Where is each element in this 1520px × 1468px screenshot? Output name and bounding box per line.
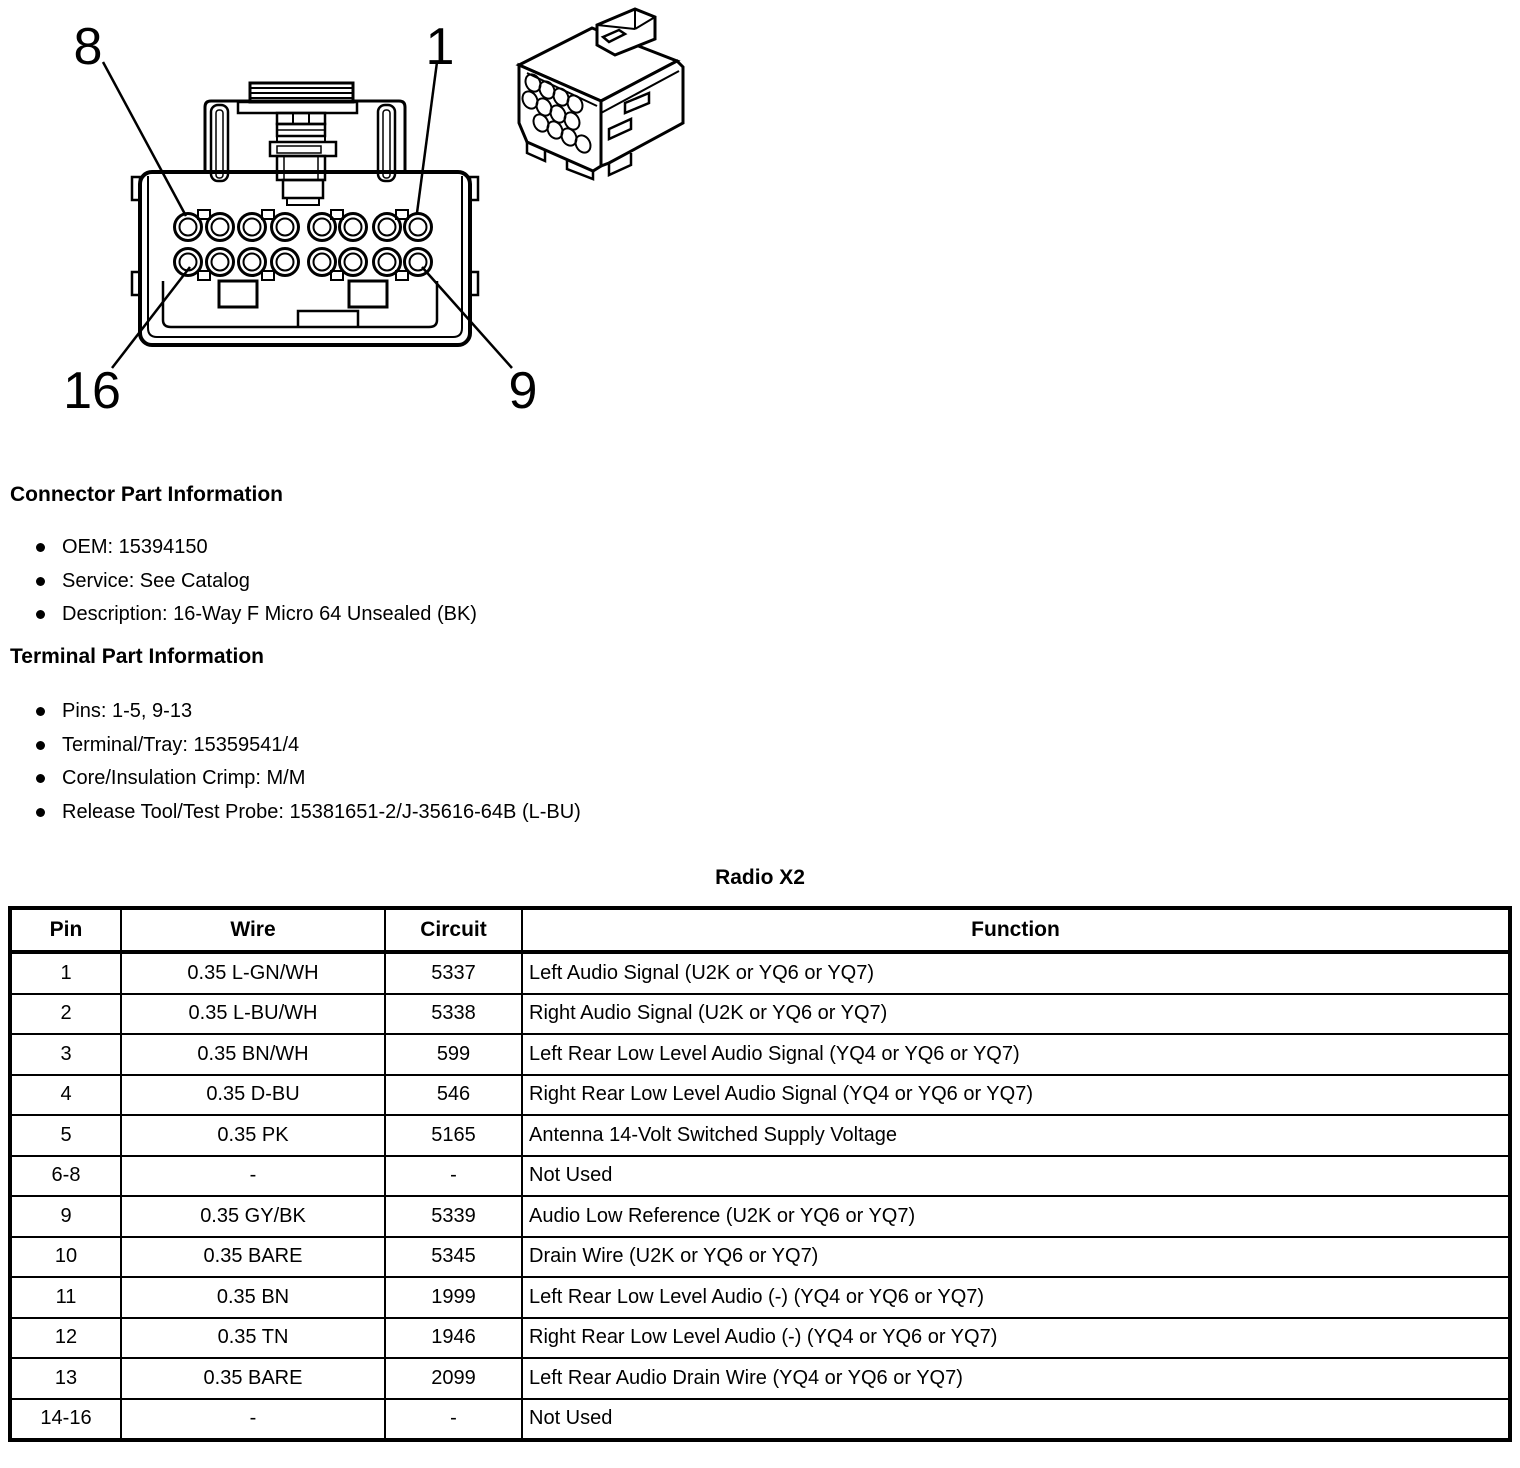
pin-cell: 12: [10, 1318, 121, 1359]
bullet-icon: [36, 610, 45, 619]
spec-item-text: Release Tool/Test Probe: 15381651-2/J-35616-64B (L-BU): [62, 800, 581, 823]
spec-item: [36, 729, 581, 763]
function-cell: Left Audio Signal (U2K or YQ6 or YQ7): [522, 952, 1510, 994]
bullet-icon: [36, 577, 45, 586]
bullet-icon: [36, 707, 45, 716]
table-row: [10, 1277, 1510, 1318]
wire-cell: 0.35 PK: [121, 1115, 385, 1156]
circuit-cell: 5339: [385, 1196, 522, 1237]
wire-cell: 0.35 L-GN/WH: [121, 952, 385, 994]
wire-cell: 0.35 L-BU/WH: [121, 994, 385, 1035]
function-cell: Right Audio Signal (U2K or YQ6 or YQ7): [522, 994, 1510, 1035]
bullet-icon: [36, 774, 45, 783]
wire-cell: -: [121, 1156, 385, 1197]
table-title: Radio X2: [715, 866, 805, 889]
connector-diagram: [0, 0, 710, 430]
circuit-cell: 546: [385, 1075, 522, 1116]
pinout-table-body: [10, 952, 1510, 1440]
wire-cell: 0.35 GY/BK: [121, 1196, 385, 1237]
table-row: [10, 1196, 1510, 1237]
table-row: [10, 1399, 1510, 1441]
table-row: [10, 1156, 1510, 1197]
wire-cell: 0.35 BN: [121, 1277, 385, 1318]
pinout-table: [8, 906, 1512, 1442]
spec-item-text: Pins: 1-5, 9-13: [62, 700, 193, 723]
column-header: Wire: [121, 908, 385, 952]
connector-3d-view: [519, 9, 683, 179]
circuit-cell: 1999: [385, 1277, 522, 1318]
table-row: [10, 1075, 1510, 1116]
function-cell: Not Used: [522, 1399, 1510, 1441]
pin-label-8: 8: [73, 18, 103, 76]
latch-assembly: [238, 83, 357, 205]
column-header: Function: [522, 908, 1510, 952]
terminal-info-title: Terminal Part Information: [10, 645, 264, 668]
table-row: [10, 1318, 1510, 1359]
function-cell: Right Rear Low Level Audio Signal (YQ4 or YQ6 or YQ7): [522, 1075, 1510, 1116]
wire-cell: 0.35 BARE: [121, 1237, 385, 1278]
table-row: [10, 1034, 1510, 1075]
circuit-cell: 5337: [385, 952, 522, 994]
pin-label-9: 9: [508, 362, 538, 420]
function-cell: Left Rear Low Level Audio Signal (YQ4 or YQ6 or YQ7): [522, 1034, 1510, 1075]
pin-cell: 1: [10, 952, 121, 994]
spec-item: [36, 565, 477, 599]
table-row: [10, 952, 1510, 994]
bullet-icon: [36, 543, 45, 552]
pin-cell: 11: [10, 1277, 121, 1318]
wire-cell: 0.35 D-BU: [121, 1075, 385, 1116]
function-cell: Left Rear Audio Drain Wire (YQ4 or YQ6 or YQ7): [522, 1358, 1510, 1399]
header-row: [10, 908, 1510, 952]
function-cell: Right Rear Low Level Audio (-) (YQ4 or YQ6 or YQ7): [522, 1318, 1510, 1359]
column-header: Pin: [10, 908, 121, 952]
pin-label-1: 1: [425, 18, 455, 76]
bullet-icon: [36, 741, 45, 750]
spec-item: [36, 762, 581, 796]
pin-cell: 3: [10, 1034, 121, 1075]
wire-cell: -: [121, 1399, 385, 1441]
spec-item-text: OEM: 15394150: [62, 536, 208, 559]
pin-cavities: [175, 210, 432, 280]
wire-cell: 0.35 BN/WH: [121, 1034, 385, 1075]
terminal-info-list: [36, 695, 581, 829]
function-cell: Audio Low Reference (U2K or YQ6 or YQ7): [522, 1196, 1510, 1237]
connector-info-list: [36, 531, 477, 632]
wire-cell: 0.35 TN: [121, 1318, 385, 1359]
pin-cell: 10: [10, 1237, 121, 1278]
circuit-cell: 5345: [385, 1237, 522, 1278]
column-header: Circuit: [385, 908, 522, 952]
spec-item: [36, 531, 477, 565]
table-row: [10, 1115, 1510, 1156]
pinout-table-header: [10, 908, 1510, 952]
pin-cell: 5: [10, 1115, 121, 1156]
function-cell: Left Rear Low Level Audio (-) (YQ4 or YQ6 or YQ7): [522, 1277, 1510, 1318]
function-cell: Not Used: [522, 1156, 1510, 1197]
pin-label-16: 16: [63, 362, 121, 420]
circuit-cell: 1946: [385, 1318, 522, 1359]
pin-cell: 6-8: [10, 1156, 121, 1197]
spec-item-text: Description: 16-Way F Micro 64 Unsealed (BK): [62, 603, 477, 626]
function-cell: Antenna 14-Volt Switched Supply Voltage: [522, 1115, 1510, 1156]
spec-item-text: Core/Insulation Crimp: M/M: [62, 767, 306, 790]
circuit-cell: 5165: [385, 1115, 522, 1156]
spec-item-text: Terminal/Tray: 15359541/4: [62, 733, 300, 756]
pin-cell: 2: [10, 994, 121, 1035]
spec-item-text: Service: See Catalog: [62, 569, 250, 592]
circuit-cell: -: [385, 1399, 522, 1441]
circuit-cell: 5338: [385, 994, 522, 1035]
spec-item: [36, 796, 581, 830]
pin-cell: 13: [10, 1358, 121, 1399]
pin-cell: 9: [10, 1196, 121, 1237]
table-row: [10, 1237, 1510, 1278]
table-row: [10, 1358, 1510, 1399]
circuit-cell: -: [385, 1156, 522, 1197]
pin-cell: 14-16: [10, 1399, 121, 1441]
bullet-icon: [36, 808, 45, 817]
pin-cell: 4: [10, 1075, 121, 1116]
wire-cell: 0.35 BARE: [121, 1358, 385, 1399]
table-row: [10, 994, 1510, 1035]
function-cell: Drain Wire (U2K or YQ6 or YQ7): [522, 1237, 1510, 1278]
circuit-cell: 599: [385, 1034, 522, 1075]
spec-item: [36, 598, 477, 632]
connector-info-title: Connector Part Information: [10, 483, 284, 506]
circuit-cell: 2099: [385, 1358, 522, 1399]
spec-item: [36, 695, 581, 729]
